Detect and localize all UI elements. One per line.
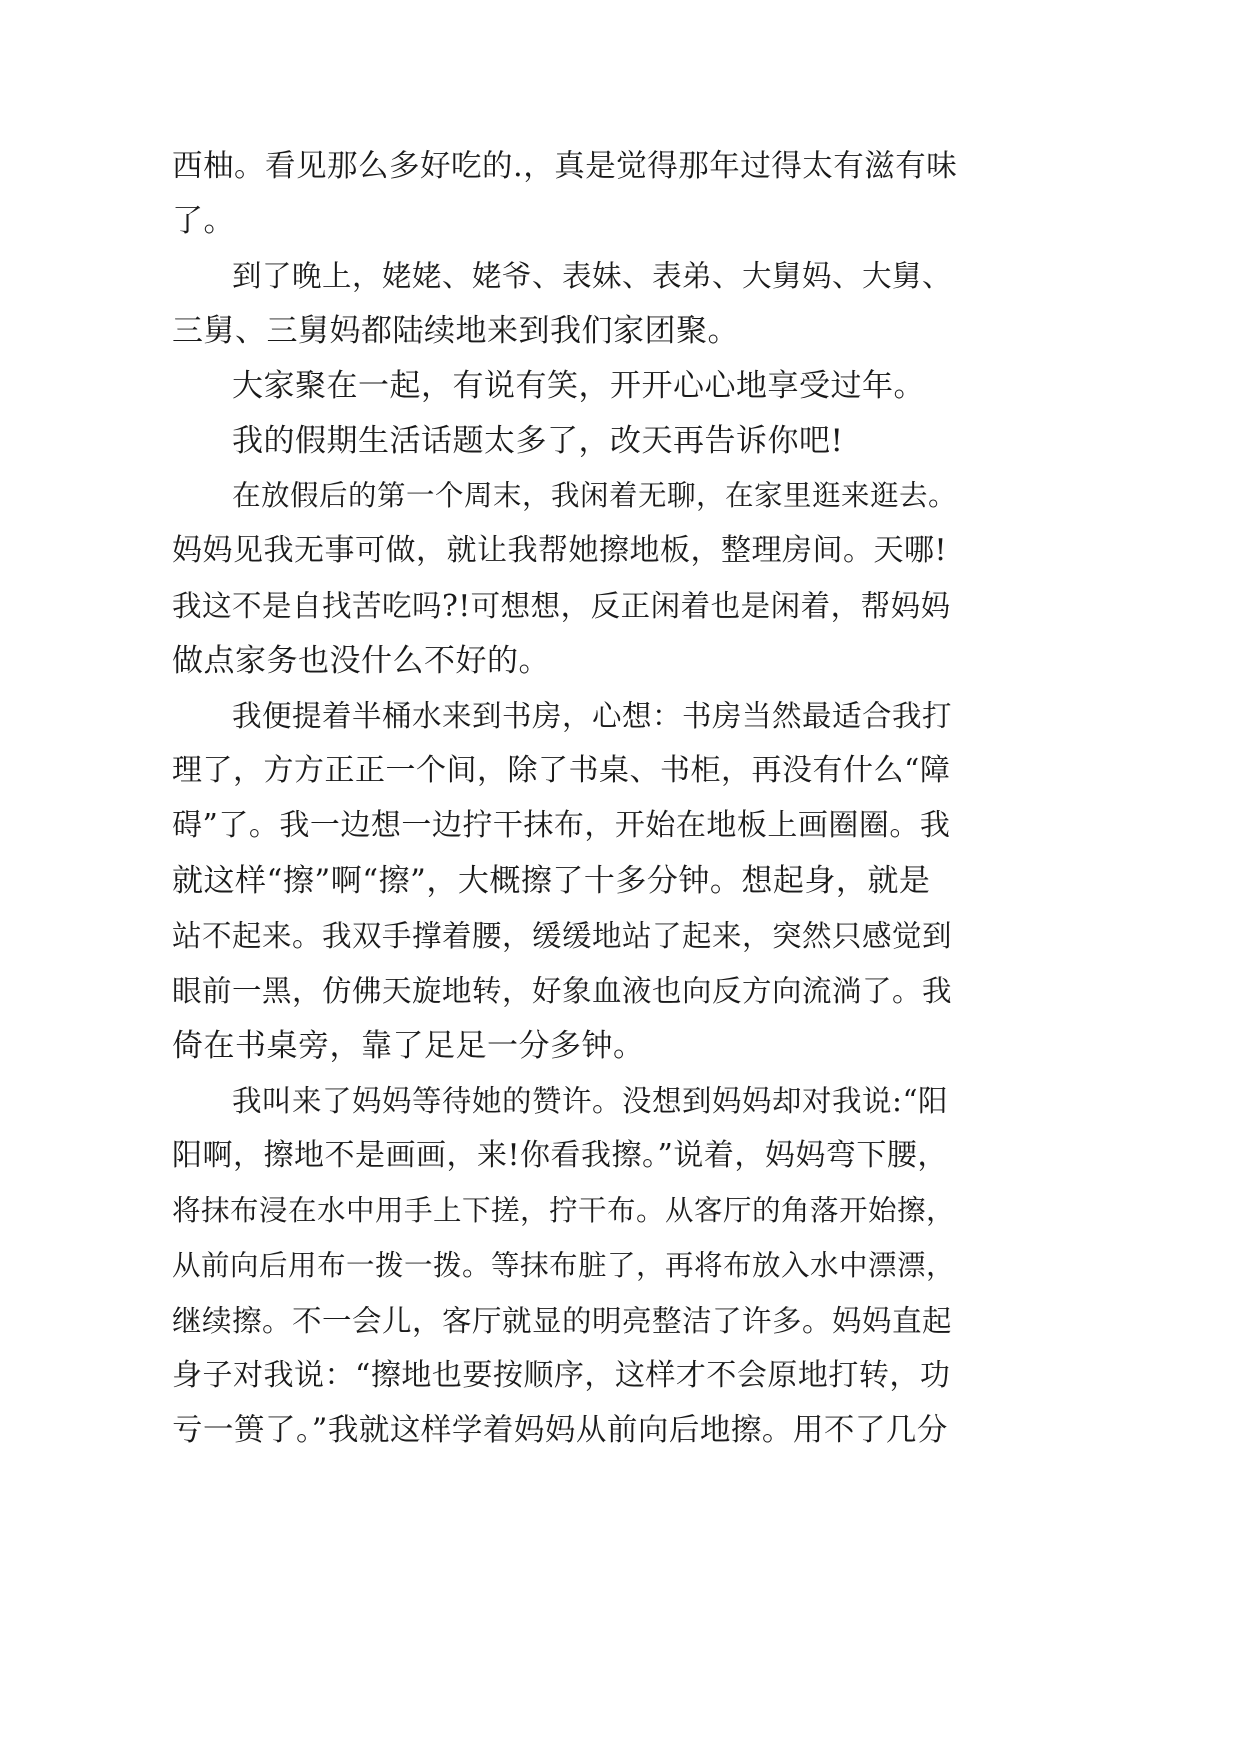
text-line-22: 继续擦。不一会儿，客厅就显的明亮整洁了许多。妈妈直起 [172, 1304, 953, 1338]
text-line-1: 西柚。看见那么多好吃的.，真是觉得那年过得太有滋有味 [172, 149, 958, 184]
text-line-18: 我叫来了妈妈等待她的赞许。没想到妈妈却对我说:“阳 [232, 1084, 949, 1118]
text-line-13: 碍”了。我一边想一边拧干抹布，开始在地板上画圈圈。我 [172, 808, 951, 843]
text-line-15: 站不起来。我双手撑着腰，缓缓地站了起来，突然只感觉到 [172, 919, 953, 953]
text-line-23: 身子对我说：“擦地也要按顺序，这样才不会原地打转，功 [172, 1358, 951, 1393]
text-line-21: 从前向后用布一拨一拨。等抹布脏了，再将布放入水中漂漂， [172, 1249, 956, 1282]
text-line-6: 我的假期生活话题太多了，改天再告诉你吧! [232, 423, 844, 459]
text-line-2: 了。 [172, 203, 235, 239]
text-line-10: 做点家务也没什么不好的。 [172, 643, 550, 679]
text-line-14: 就这样“擦”啊“擦”，大概擦了十多分钟。想起身，就是 [172, 863, 931, 899]
text-line-20: 将抹布浸在水中用手上下搓，拧干布。从客厅的角落开始擦， [172, 1194, 956, 1227]
text-line-19: 阳啊，擦地不是画画，来!你看我擦。”说着，妈妈弯下腰， [172, 1138, 948, 1173]
text-line-9: 我这不是自找苦吃吗?!可想想，反正闲着也是闲着，帮妈妈 [172, 589, 951, 623]
text-line-17: 倚在书桌旁，靠了足足一分多钟。 [172, 1028, 645, 1064]
text-line-5: 大家聚在一起，有说有笑，开开心心地享受过年。 [232, 368, 925, 404]
text-line-3: 到了晚上，姥姥、姥爷、表妹、表弟、大舅妈、大舅、 [232, 259, 953, 293]
text-line-7: 在放假后的第一个周末，我闲着无聊，在家里逛来逛去。 [232, 479, 958, 512]
text-line-16: 眼前一黑，仿佛天旋地转，好象血液也向反方向流淌了。我 [172, 974, 953, 1008]
text-line-11: 我便提着半桶水来到书房，心想：书房当然最适合我打 [232, 699, 953, 733]
text-line-4: 三舅、三舅妈都陆续地来到我们家团聚。 [172, 313, 739, 349]
text-line-8: 妈妈见我无事可做，就让我帮她擦地板，整理房间。天哪! [172, 533, 948, 568]
text-line-24: 亏一篑了。”我就这样学着妈妈从前向后地擦。用不了几分 [172, 1413, 948, 1448]
text-line-12: 理了，方方正正一个间，除了书桌、书柜，再没有什么“障 [172, 753, 951, 788]
